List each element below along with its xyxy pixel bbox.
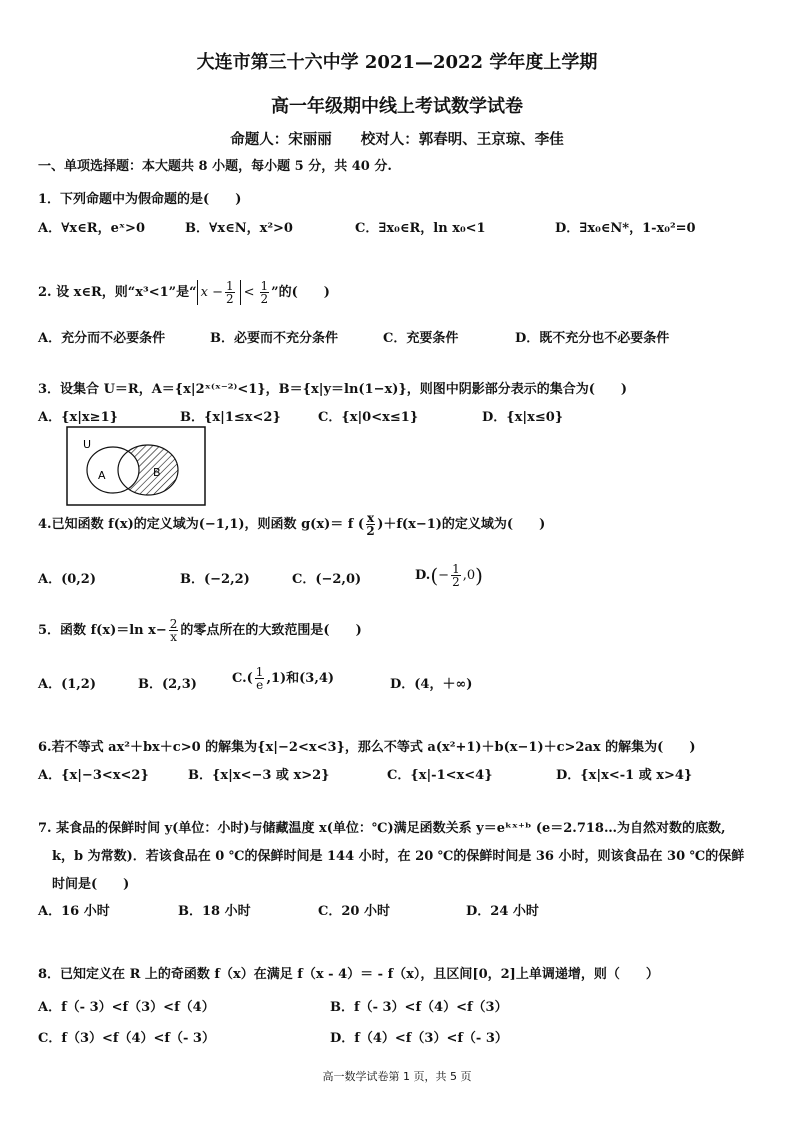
frac-den: 2 — [366, 524, 375, 538]
option-d-label: D. — [415, 568, 431, 583]
question-6-option-a: A．{x|−3<x<2} — [38, 768, 149, 783]
question-7-line-2: k，b 为常数)．若该食品在 0 ℃的保鲜时间是 144 小时，在 20 ℃的保鲜时间是 36 小时，则该食品在 30 ℃的保鲜 — [52, 849, 745, 864]
question-5-stem-start: 5．函数 f(x)＝ln x− — [38, 623, 167, 638]
frac-num: 2 — [169, 617, 178, 631]
frac-num: 1 — [255, 665, 264, 679]
fraction-1-over-e — [255, 666, 265, 691]
question-4-stem-end: )＋f(x−1)的定义域为( ) — [377, 517, 546, 532]
question-5-option-a: A．(1,2) — [38, 677, 97, 692]
question-4-stem — [38, 512, 545, 537]
question-7-option-c: C．20 小时 — [318, 904, 390, 919]
question-7-option-a: A．16 小时 — [38, 904, 110, 919]
frac-num: x — [367, 511, 375, 525]
question-4-stem-start: 4.已知函数 f(x)的定义域为(−1,1)，则函数 g(x)＝ f ( — [38, 517, 365, 532]
authors-line: 命题人：宋丽丽 校对人：郭春明、王京琼、李佳 — [230, 131, 564, 148]
page-footer: 高一数学试卷第 1 页，共 5 页 — [322, 1070, 472, 1083]
question-7-line-1: 7. 某食品的保鲜时间 y(单位：小时)与储藏温度 x(单位：℃)满足函数关系 y＝eᵏˣ⁺ᵇ (e＝2.718…为自然对数的底数, — [38, 821, 726, 836]
frac-num: 1 — [260, 279, 269, 293]
frac-den: x — [170, 630, 177, 644]
question-2-option-d: D．既不充分也不必要条件 — [515, 331, 670, 346]
frac-num: 1 — [225, 279, 234, 293]
question-2-stem — [38, 280, 330, 305]
exam-title: 大连市第三十六中学 2021—2022 学年度上学期 — [196, 52, 598, 73]
question-8-option-a: A．f（- 3）<f（3）<f（4） — [38, 1000, 215, 1015]
question-3-option-c: C．{x|0<x≤1} — [318, 410, 419, 425]
question-5-option-b: B．(2,3) — [138, 677, 197, 692]
fraction-neg-half — [451, 563, 461, 588]
question-7-option-d: D．24 小时 — [466, 904, 539, 919]
frac-den: 2 — [260, 292, 269, 306]
question-3-option-b: B．{x|1≤x<2} — [180, 410, 281, 425]
question-6-option-d: D．{x|x<-1 或 x>4} — [556, 768, 693, 783]
option-c-tail: ,1)和(3,4) — [266, 671, 335, 686]
abs-value-expression — [197, 280, 241, 305]
venn-label-u: U — [83, 438, 92, 451]
question-5-stem-end: 的零点所在的大致范围是( ) — [180, 623, 362, 638]
fraction-x-over-2 — [366, 512, 375, 537]
question-6-option-c: C．{x|-1<x<4} — [387, 768, 493, 783]
fraction-half-2 — [260, 280, 270, 305]
question-1-stem: 1．下列命题中为假命题的是( ) — [38, 192, 242, 207]
venn-label-a: A — [98, 469, 106, 482]
less-than: < — [243, 285, 255, 300]
frac-den: e — [256, 678, 264, 692]
exam-subtitle: 高一年级期中线上考试数学试卷 — [271, 96, 523, 117]
abs-lhs: x − — [200, 285, 223, 300]
question-3-option-a: A．{x|x≥1} — [38, 410, 118, 425]
question-5-option-d: D．(4，＋∞) — [390, 677, 473, 692]
frac-den: 2 — [452, 575, 460, 589]
question-4-option-c: C．(−2,0) — [292, 572, 362, 587]
question-1-option-a: A．∀x∈R，eˣ>0 — [38, 221, 145, 236]
frac-den: 2 — [225, 292, 234, 306]
question-7-line-3: 时间是( ) — [52, 877, 130, 892]
option-c-label: C.( — [232, 671, 253, 686]
question-3-stem: 3．设集合 U＝R，A＝{x|2ˣ⁽ˣ⁻²⁾<1}，B＝{x|y＝ln(1−x)}，则图中阴影部分表示的集合为( ) — [38, 382, 628, 397]
question-8-option-d: D．f（4）<f（3）<f（- 3） — [330, 1031, 508, 1046]
question-2-stem-start: 2. 设 x∈R，则“x³<1”是“ — [38, 285, 197, 300]
question-4-option-d: D.(− $\frac{1}{2}$ ,0) — [415, 562, 483, 589]
question-1-option-b: B．∀x∈N，x²>0 — [185, 221, 293, 236]
venn-label-b: B — [153, 466, 161, 479]
question-4-option-a: A．(0,2) — [38, 572, 97, 587]
question-2-option-c: C．充要条件 — [383, 331, 459, 346]
fraction-2-over-x — [169, 618, 179, 643]
frac-num: 1 — [452, 562, 460, 576]
question-3-option-d: D．{x|x≤0} — [482, 410, 564, 425]
question-8-option-b: B．f（- 3）<f（4）<f（3） — [330, 1000, 508, 1015]
question-1-option-c: C．∃x₀∈R，ln x₀<1 — [355, 221, 486, 236]
question-2-option-b: B．必要而不充分条件 — [210, 331, 338, 346]
question-2-stem-end: ”的( ) — [271, 285, 330, 300]
question-4-option-b: B．(−2,2) — [180, 572, 250, 587]
question-8-option-c: C．f（3）<f（4）<f（- 3） — [38, 1031, 215, 1046]
question-6-stem: 6.若不等式 ax²＋bx＋c>0 的解集为{x|−2<x<3}，那么不等式 a(x²+1)＋b(x−1)＋c>2ax 的解集为( ) — [38, 740, 696, 755]
venn-diagram — [66, 426, 206, 506]
question-5-option-c — [232, 666, 334, 691]
question-7-option-b: B．18 小时 — [178, 904, 251, 919]
question-8-stem: 8．已知定义在 R 上的奇函数 f（x）在满足 f（x - 4）＝ - f（x），且区间[0，2]上单调递增，则（ ） — [38, 967, 659, 982]
fraction-half — [225, 280, 235, 305]
section-heading: 一、单项选择题：本大题共 8 小题，每小题 5 分，共 40 分. — [38, 159, 392, 174]
question-5-stem — [38, 618, 362, 643]
question-1-option-d: D．∃x₀∈N*，1-x₀²=0 — [555, 221, 696, 236]
question-2-option-a: A．充分而不必要条件 — [38, 331, 166, 346]
question-6-option-b: B．{x|x<−3 或 x>2} — [188, 768, 330, 783]
